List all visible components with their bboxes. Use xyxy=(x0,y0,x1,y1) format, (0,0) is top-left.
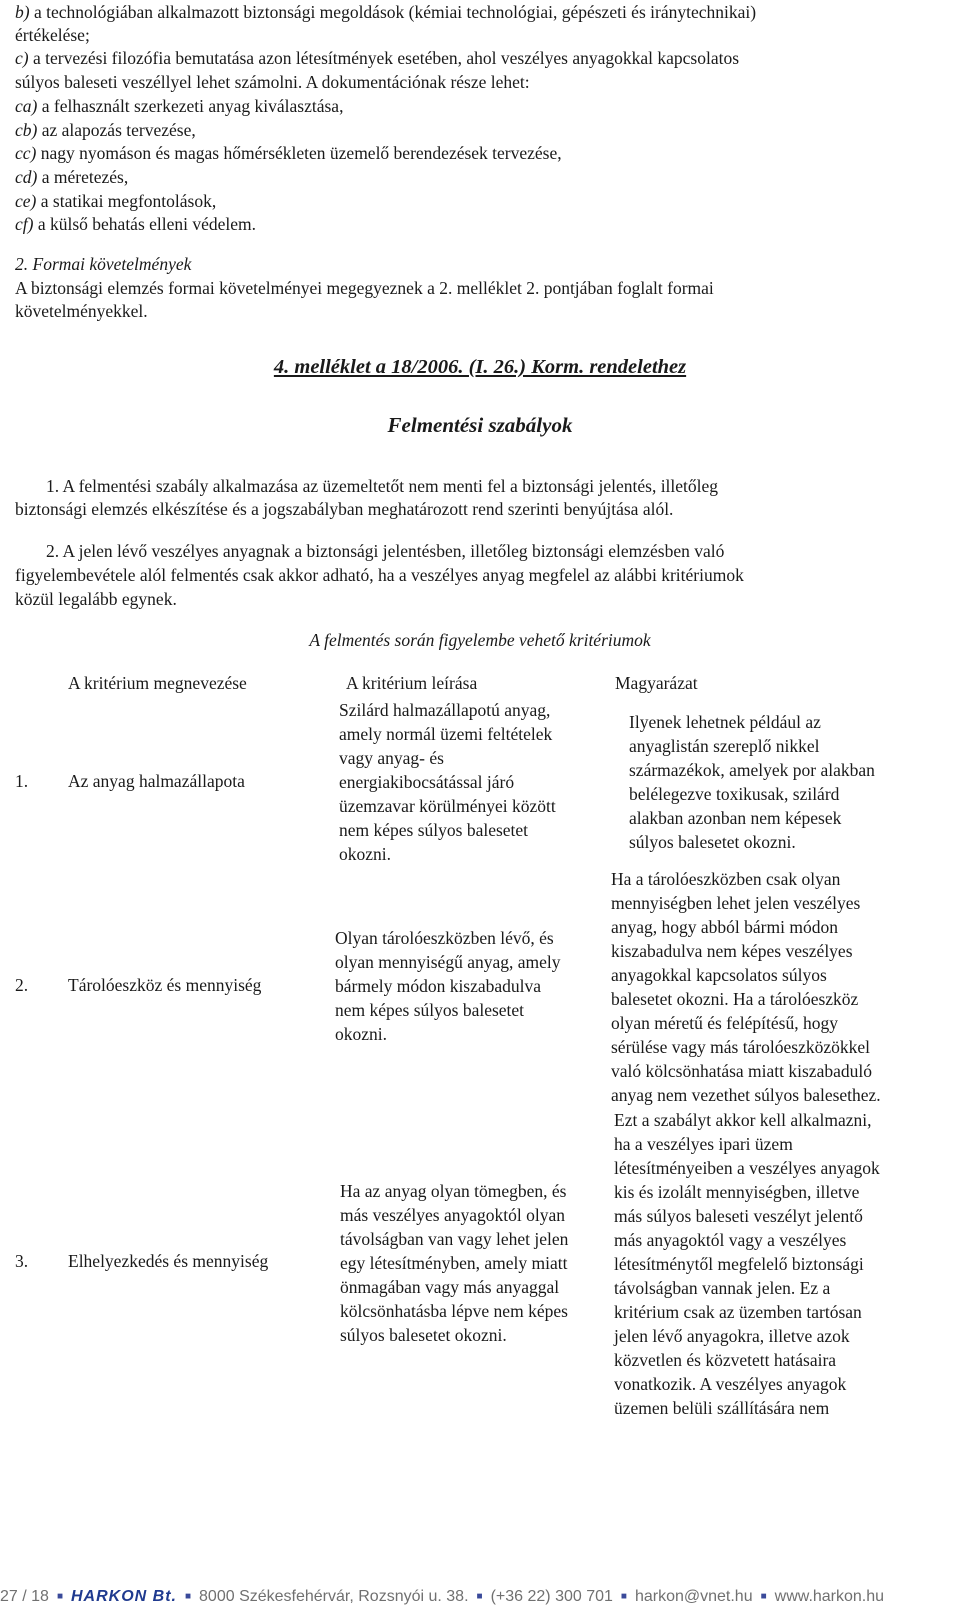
list-item-text: az alapozás tervezése, xyxy=(37,120,196,140)
table-cell-line: anyag nem vezethet súlyos balesethez. xyxy=(611,1085,881,1105)
table-cell-line: belélegezve toxikusak, szilárd xyxy=(629,784,840,804)
table-cell-line: Ezt a szabályt akkor kell alkalmazni, xyxy=(614,1110,872,1130)
paragraph-1: 1. A felmentési szabály alkalmazása az üzemeltetőt nem menti fel a biztonsági jelentés, illetőleg xyxy=(46,476,719,496)
table-cell-line: létesítményeiben a veszélyes anyagok xyxy=(614,1158,880,1178)
table-cell-line: Ilyenek lehetnek például az xyxy=(629,712,821,732)
table-row-explanation xyxy=(611,867,881,1107)
table-cell-line: távolságban vannak jelen. Ez a xyxy=(614,1278,831,1298)
table-header-name: A kritérium megnevezése xyxy=(68,673,247,693)
list-item-ce: ce) a statikai megfontolások, xyxy=(15,191,217,211)
table-row-explanation xyxy=(614,1108,880,1420)
table-cell-line: távolságban van vagy lehet jelen xyxy=(340,1229,569,1249)
separator-icon: ■ xyxy=(56,1591,63,1603)
intro-line: értékelése; xyxy=(15,25,90,45)
table-cell-line: kiszabadulva nem képes veszélyes xyxy=(611,941,853,961)
table-cell-line: okozni. xyxy=(335,1024,388,1044)
table-cell-line: üzemzavar körülményei között xyxy=(339,796,556,816)
table-cell-line: mennyiségben lehet jelen veszélyes xyxy=(611,893,861,913)
table-row-description xyxy=(335,926,561,1046)
table-row-description xyxy=(340,1179,568,1347)
table-cell-line: közvetlen és közvetett hatásaira xyxy=(614,1350,837,1370)
intro-line-b: b) a technológiában alkalmazott biztonsági megoldások (kémiai technológiai, gépészeti és iránytechnikai) xyxy=(15,2,757,22)
table-row-number: 1. xyxy=(15,771,29,791)
table-cell-line: anyag, hogy abból bármi módon xyxy=(611,917,838,937)
table-cell-line: energiakibocsátással járó xyxy=(339,772,515,792)
section-title: Felmentési szabályok xyxy=(387,413,573,437)
intro-line: súlyos baleseti veszéllyel lehet számolni. A dokumentációnak része lehet: xyxy=(15,72,530,92)
annex-title: 4. melléklet a 18/2006. (I. 26.) Korm. rendelethez xyxy=(273,356,687,378)
table-cell-line: sérülése vagy más tárolóeszközökkel xyxy=(611,1037,871,1057)
paragraph-1: biztonsági elemzés elkészítése és a jogszabályban meghatározott rend szerinti benyújtása alól. xyxy=(15,499,674,519)
company-phone: (+36 22) 300 701 xyxy=(490,1588,613,1605)
table-cell-line: üzemen belüli szállítására nem xyxy=(614,1398,830,1418)
table-cell-line: Ha az anyag olyan tömegben, és xyxy=(340,1181,567,1201)
table-cell-line: ha a veszélyes ipari üzem xyxy=(614,1134,793,1154)
list-item-ca: ca) a felhasznált szerkezeti anyag kiválasztása, xyxy=(15,96,344,116)
table-cell-line: anyaglistán szereplő nikkel xyxy=(629,736,820,756)
separator-icon: ■ xyxy=(620,1591,627,1603)
table-cell-line: kölcsönhatásba lépve nem képes xyxy=(340,1301,568,1321)
table-cell-line: nem képes súlyos balesetet xyxy=(335,1000,525,1020)
table-row-number: 2. xyxy=(15,975,29,995)
table-cell-line: bármely módon kiszabadulva xyxy=(335,976,542,996)
table-caption: A felmentés során figyelembe vehető kritériumok xyxy=(309,630,651,650)
table-cell-line: vonatkozik. A veszélyes anyagok xyxy=(614,1374,847,1394)
table-cell-line: olyan méretű és felépítésű, hogy xyxy=(611,1013,838,1033)
table-row-description xyxy=(339,698,556,866)
table-cell-line: súlyos balesetet okozni. xyxy=(629,832,796,852)
separator-icon: ■ xyxy=(184,1591,192,1603)
table-header-description: A kritérium leírása xyxy=(346,673,478,693)
list-item-text: a felhasznált szerkezeti anyag kiválasztása, xyxy=(37,96,344,116)
table-cell-line: nem képes súlyos balesetet xyxy=(339,820,529,840)
company-email[interactable]: harkon@vnet.hu xyxy=(634,1588,753,1605)
list-item-text: a külső behatás elleni védelem. xyxy=(33,214,257,234)
intro-c-text: a tervezési filozófia bemutatása azon létesítmények esetében, ahol veszélyes anyagokkal kapcsolatos xyxy=(28,48,740,68)
table-cell-line: olyan mennyiségű anyag, amely xyxy=(335,952,561,972)
table-cell-line: származékok, amelyek por alakban xyxy=(629,760,875,780)
list-item-cd: cd) a méretezés, xyxy=(15,167,129,187)
list-item-text: a statikai megfontolások, xyxy=(36,191,217,211)
table-row-number: 3. xyxy=(15,1251,29,1271)
table-cell-line: Olyan tárolóeszközben lévő, és xyxy=(335,928,554,948)
table-cell-line: más súlyos baleseti veszélyt jelentő xyxy=(614,1206,863,1226)
table-cell-line: vagy anyag- és xyxy=(339,748,444,768)
table-cell-line: Ha a tárolóeszközben csak olyan xyxy=(611,869,841,889)
page-footer xyxy=(0,1588,960,1611)
table-cell-line: amely normál üzemi feltételek xyxy=(339,724,553,744)
list-item-cf: cf) a külső behatás elleni védelem. xyxy=(15,214,257,234)
formal-heading: 2. Formai követelmények xyxy=(15,254,192,274)
intro-line-c: c) a tervezési filozófia bemutatása azon létesítmények esetében, ahol veszélyes anyagokkal kapcsolatos xyxy=(15,48,740,68)
table-header-explanation: Magyarázat xyxy=(615,673,698,693)
table-cell-line: okozni. xyxy=(339,844,392,864)
company-website[interactable]: www.harkon.hu xyxy=(774,1588,885,1605)
table-cell-line: más anyagoktól vagy a veszélyes xyxy=(614,1230,847,1250)
paragraph-2: figyelembevétele alól felmentés csak akkor adható, ha a veszélyes anyag megfelel az alábbi kritériumok xyxy=(15,565,744,585)
paragraph-2: 2. A jelen lévő veszélyes anyagnak a biztonsági jelentésben, illetőleg biztonsági elemzésben való xyxy=(46,541,725,561)
table-cell-line: anyagokkal kapcsolatos súlyos xyxy=(611,965,827,985)
table-row-name: Tárolóeszköz és mennyiség xyxy=(68,975,262,995)
table-row-name: Elhelyezkedés és mennyiség xyxy=(68,1251,269,1271)
separator-icon: ■ xyxy=(760,1591,767,1603)
table-cell-line: más veszélyes anyagoktól olyan xyxy=(340,1205,566,1225)
list-item-text: a méretezés, xyxy=(37,167,129,187)
table-cell-line: alakban azonban nem képesek xyxy=(629,808,842,828)
table-cell-line: egy létesítményben, amely miatt xyxy=(340,1253,568,1273)
company-logo: HARKON Bt. xyxy=(70,1588,177,1605)
table-cell-line: Szilárd halmazállapotú anyag, xyxy=(339,700,551,720)
table-cell-line: balesetet okozni. Ha a tárolóeszköz xyxy=(611,989,859,1009)
formal-text: A biztonsági elemzés formai követelményei megegyeznek a 2. melléklet 2. pontjában foglalt formai xyxy=(15,278,714,298)
intro-b-text: a technológiában alkalmazott biztonsági megoldások (kémiai technológiai, gépészeti és iránytechnikai) xyxy=(29,2,757,22)
table-cell-line: jelen lévő anyagokra, illetve azok xyxy=(614,1326,850,1346)
formal-text: követelményekkel. xyxy=(15,301,148,321)
table-cell-line: kis és izolált mennyiségben, illetve xyxy=(614,1182,860,1202)
paragraph-2: közül legalább egynek. xyxy=(15,589,177,609)
table-cell-line: súlyos balesetet okozni. xyxy=(340,1325,507,1345)
list-item-cb: cb) az alapozás tervezése, xyxy=(15,120,196,140)
table-cell-line: kritérium csak az üzemben tartósan xyxy=(614,1302,862,1322)
table-cell-line: önmagában vagy más anyaggal xyxy=(340,1277,560,1297)
company-address: 8000 Székesfehérvár, Rozsnyói u. 38. xyxy=(199,1588,469,1605)
list-item-cc: cc) nagy nyomáson és magas hőmérsékleten üzemelő berendezések tervezése, xyxy=(15,143,562,163)
table-row-explanation xyxy=(629,710,875,854)
table-cell-line: való kölcsönhatása miatt kiszabaduló xyxy=(611,1061,872,1081)
page-number: 27 / 18 xyxy=(0,1588,49,1605)
separator-icon: ■ xyxy=(476,1591,483,1603)
list-item-text: nagy nyomáson és magas hőmérsékleten üzemelő berendezések tervezése, xyxy=(36,143,562,163)
table-row-name: Az anyag halmazállapota xyxy=(68,771,245,791)
table-cell-line: létesítménytől megfelelő biztonsági xyxy=(614,1254,864,1274)
